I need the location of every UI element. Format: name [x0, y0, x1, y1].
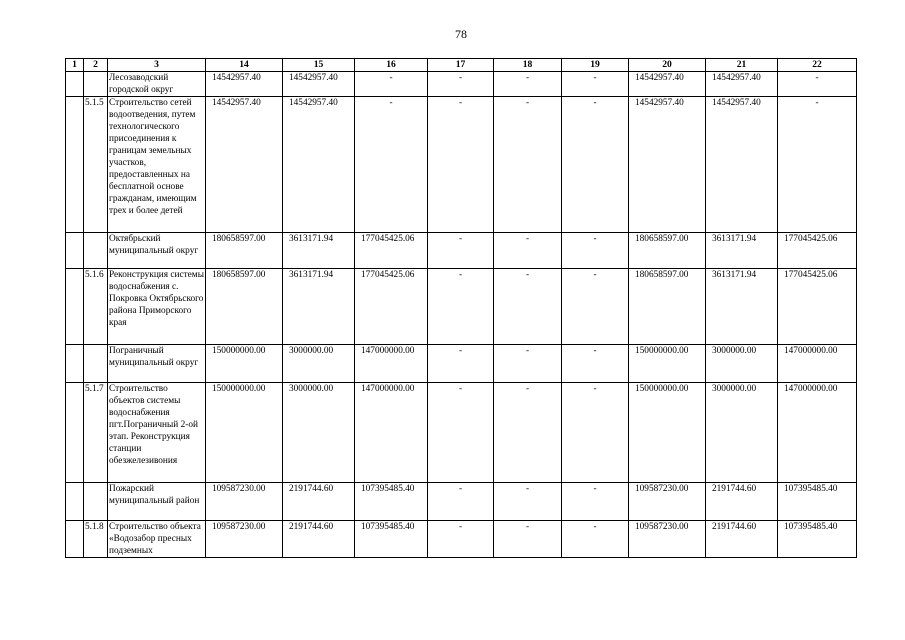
row-index-cell [66, 521, 84, 558]
column-header: 15 [283, 59, 355, 72]
item-code-cell: 5.1.6 [84, 269, 108, 345]
amount-cell-col-20: 180658597.00 [629, 233, 706, 269]
item-name-cell: Строительство объектов системы водоснабжения пгт.Пограничный 2-ой этап. Реконструкция станции обезжелезивония [108, 383, 206, 483]
item-code-cell [84, 233, 108, 269]
amount-cell-col-15: 3613171.94 [283, 269, 355, 345]
amount-cell-col-16: - [355, 97, 428, 233]
row-index-cell [66, 483, 84, 521]
amount-cell-col-14: 14542957.40 [206, 97, 283, 233]
row-index-cell [66, 233, 84, 269]
item-code-cell: 5.1.8 [84, 521, 108, 558]
column-header: 2 [84, 59, 108, 72]
amount-cell-col-19: - [562, 483, 629, 521]
column-header: 21 [706, 59, 778, 72]
amount-cell-col-19: - [562, 97, 629, 233]
amount-cell-col-20: 14542957.40 [629, 72, 706, 97]
row-index-cell [66, 269, 84, 345]
row-index-cell [66, 383, 84, 483]
amount-cell-col-17: - [428, 97, 494, 233]
item-code-cell: 5.1.7 [84, 383, 108, 483]
amount-cell-col-18: - [494, 521, 562, 558]
amount-cell-col-21: 3000000.00 [706, 345, 778, 383]
row-index-cell [66, 97, 84, 233]
amount-cell-col-17: - [428, 269, 494, 345]
amount-cell-col-22: 177045425.06 [778, 233, 857, 269]
amount-cell-col-15: 14542957.40 [283, 72, 355, 97]
table-row [66, 345, 857, 383]
item-code-cell [84, 345, 108, 383]
amount-cell-col-15: 3613171.94 [283, 233, 355, 269]
amount-cell-col-15: 3000000.00 [283, 383, 355, 483]
amount-cell-col-19: - [562, 72, 629, 97]
column-header: 20 [629, 59, 706, 72]
item-code-cell [84, 72, 108, 97]
table-row [66, 383, 857, 483]
amount-cell-col-16: 107395485.40 [355, 521, 428, 558]
amount-cell-col-20: 109587230.00 [629, 483, 706, 521]
column-header: 16 [355, 59, 428, 72]
amount-cell-col-19: - [562, 383, 629, 483]
item-name-cell: Пожарский муниципальный район [108, 483, 206, 521]
column-header: 14 [206, 59, 283, 72]
column-header: 22 [778, 59, 857, 72]
table-body [66, 72, 857, 558]
amount-cell-col-16: 107395485.40 [355, 483, 428, 521]
amount-cell-col-17: - [428, 483, 494, 521]
amount-cell-col-16: 147000000.00 [355, 383, 428, 483]
amount-cell-col-18: - [494, 97, 562, 233]
amount-cell-col-16: 177045425.06 [355, 233, 428, 269]
amount-cell-col-18: - [494, 72, 562, 97]
amount-cell-col-21: 14542957.40 [706, 97, 778, 233]
amount-cell-col-15: 2191744.60 [283, 521, 355, 558]
amount-cell-col-16: 177045425.06 [355, 269, 428, 345]
item-name-cell: Лесозаводский городской округ [108, 72, 206, 97]
budget-table-container [65, 58, 857, 558]
amount-cell-col-21: 3613171.94 [706, 269, 778, 345]
amount-cell-col-20: 14542957.40 [629, 97, 706, 233]
item-name-cell: Октябрьский муниципальный округ [108, 233, 206, 269]
table-row [66, 269, 857, 345]
item-name-cell: Реконструкция системы водоснабжения с. Покровка Октябрьского района Приморского края [108, 269, 206, 345]
amount-cell-col-19: - [562, 345, 629, 383]
amount-cell-col-20: 180658597.00 [629, 269, 706, 345]
header-row [66, 59, 857, 72]
item-name-cell: Строительство объекта «Водозабор пресных подземных [108, 521, 206, 558]
amount-cell-col-22: 147000000.00 [778, 383, 857, 483]
amount-cell-col-16: 147000000.00 [355, 345, 428, 383]
amount-cell-col-19: - [562, 269, 629, 345]
amount-cell-col-17: - [428, 72, 494, 97]
item-code-cell [84, 483, 108, 521]
table-row [66, 483, 857, 521]
amount-cell-col-22: 107395485.40 [778, 521, 857, 558]
table-row [66, 72, 857, 97]
amount-cell-col-19: - [562, 233, 629, 269]
amount-cell-col-17: - [428, 345, 494, 383]
amount-cell-col-16: - [355, 72, 428, 97]
amount-cell-col-22: - [778, 72, 857, 97]
amount-cell-col-18: - [494, 483, 562, 521]
table-row [66, 233, 857, 269]
amount-cell-col-15: 2191744.60 [283, 483, 355, 521]
amount-cell-col-15: 3000000.00 [283, 345, 355, 383]
table-row [66, 97, 857, 233]
amount-cell-col-14: 150000000.00 [206, 345, 283, 383]
amount-cell-col-14: 180658597.00 [206, 269, 283, 345]
column-header: 18 [494, 59, 562, 72]
amount-cell-col-22: 147000000.00 [778, 345, 857, 383]
amount-cell-col-22: 177045425.06 [778, 269, 857, 345]
amount-cell-col-21: 3613171.94 [706, 233, 778, 269]
amount-cell-col-18: - [494, 269, 562, 345]
amount-cell-col-21: 2191744.60 [706, 483, 778, 521]
amount-cell-col-21: 2191744.60 [706, 521, 778, 558]
amount-cell-col-14: 150000000.00 [206, 383, 283, 483]
row-index-cell [66, 345, 84, 383]
amount-cell-col-22: 107395485.40 [778, 483, 857, 521]
amount-cell-col-17: - [428, 383, 494, 483]
item-name-cell: Строительство сетей водоотведения, путем технологического присоединения к границам земельных участков, предоставленных на бесплатной основе гражданам, имеющим трех и более детей [108, 97, 206, 233]
amount-cell-col-17: - [428, 233, 494, 269]
amount-cell-col-17: - [428, 521, 494, 558]
amount-cell-col-21: 3000000.00 [706, 383, 778, 483]
column-header: 1 [66, 59, 84, 72]
amount-cell-col-20: 150000000.00 [629, 345, 706, 383]
amount-cell-col-18: - [494, 233, 562, 269]
amount-cell-col-15: 14542957.40 [283, 97, 355, 233]
amount-cell-col-18: - [494, 383, 562, 483]
amount-cell-col-18: - [494, 345, 562, 383]
amount-cell-col-14: 109587230.00 [206, 483, 283, 521]
item-name-cell: Пограничный муниципальный округ [108, 345, 206, 383]
column-header: 3 [108, 59, 206, 72]
amount-cell-col-19: - [562, 521, 629, 558]
amount-cell-col-14: 109587230.00 [206, 521, 283, 558]
amount-cell-col-20: 150000000.00 [629, 383, 706, 483]
amount-cell-col-20: 109587230.00 [629, 521, 706, 558]
amount-cell-col-14: 14542957.40 [206, 72, 283, 97]
column-header: 17 [428, 59, 494, 72]
table-row [66, 521, 857, 558]
budget-table [65, 58, 857, 558]
row-index-cell [66, 72, 84, 97]
item-code-cell: 5.1.5 [84, 97, 108, 233]
amount-cell-col-21: 14542957.40 [706, 72, 778, 97]
amount-cell-col-22: - [778, 97, 857, 233]
amount-cell-col-14: 180658597.00 [206, 233, 283, 269]
page-number: 78 [455, 27, 467, 41]
column-header: 19 [562, 59, 629, 72]
